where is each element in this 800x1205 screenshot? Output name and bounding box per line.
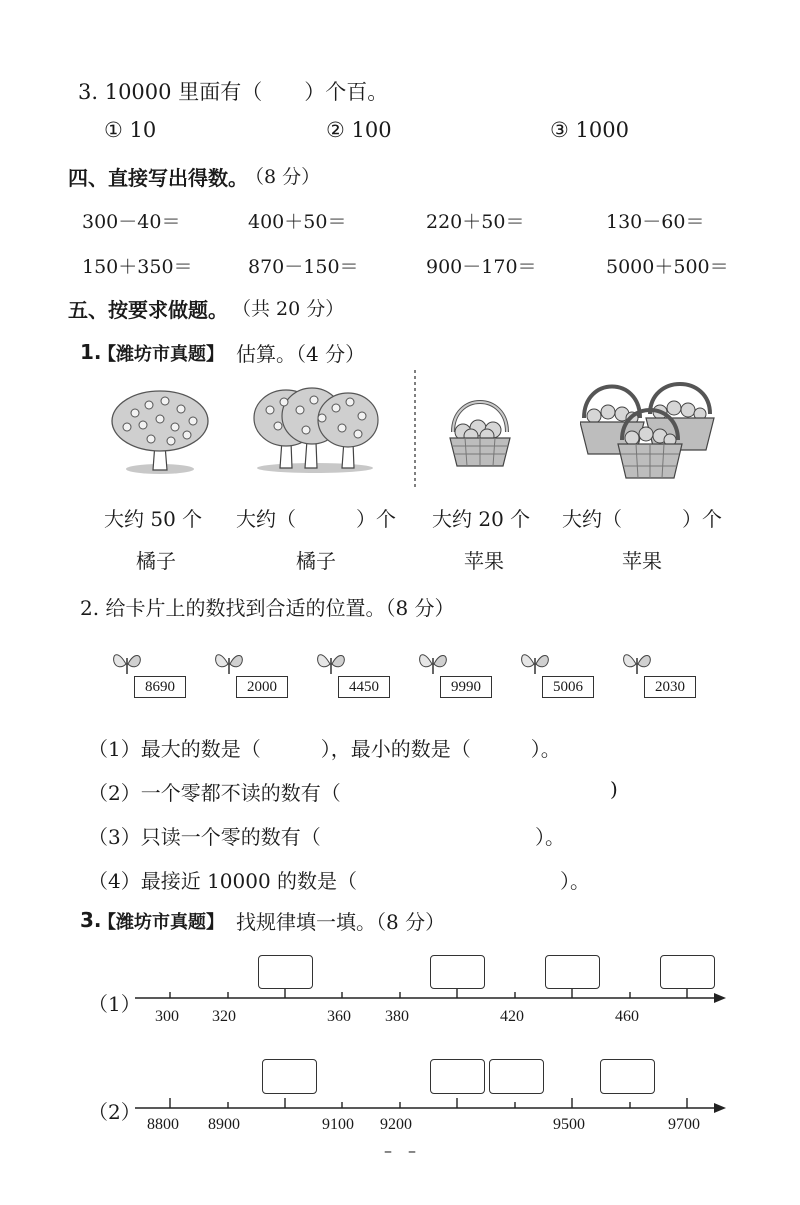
butterfly-icon: [620, 646, 654, 680]
number-card[interactable]: 8690: [134, 676, 186, 698]
butterfly-icon: [314, 646, 348, 680]
answer-box[interactable]: [430, 1059, 485, 1094]
q3-option-2[interactable]: ② 100: [326, 118, 392, 142]
butterfly-icon: [518, 646, 552, 680]
caption-1-line2: 橘子: [136, 549, 176, 573]
tick-label: 360: [327, 1008, 351, 1025]
p2-sub-4: （4）最接近 10000 的数是（: [88, 869, 358, 893]
divider-dashed: [413, 370, 417, 490]
caption-4-line1: 大约（ ）个: [562, 507, 722, 531]
page-footer: – –: [384, 1141, 417, 1160]
tick-label: 9200: [380, 1116, 412, 1133]
caption-2-line2: 橘子: [296, 549, 336, 573]
p2-sub-2: （2）一个零都不读的数有（: [88, 781, 341, 805]
p1-text: 估算。（4 分）: [236, 342, 366, 366]
q3-option-1[interactable]: ① 10: [104, 118, 157, 142]
number-card[interactable]: 4450: [338, 676, 390, 698]
p2-sub-1: （1）最大的数是（ ），最小的数是（ ）。: [88, 737, 561, 761]
calc-item: 150＋350＝: [82, 256, 193, 278]
caption-1-line1: 大约 50 个: [104, 507, 203, 531]
p2-text: 2. 给卡片上的数找到合适的位置。（8 分）: [80, 596, 455, 620]
tick-label: 8900: [208, 1116, 240, 1133]
section4-score: （8 分）: [245, 166, 321, 188]
number-card[interactable]: 2030: [644, 676, 696, 698]
p2-sub-3-close: ）。: [535, 825, 565, 849]
tick-label: 300: [155, 1008, 179, 1025]
caption-2-line1: 大约（ ）个: [236, 507, 396, 531]
butterfly-icon: [416, 646, 450, 680]
number-card[interactable]: 9990: [440, 676, 492, 698]
q3-option-3[interactable]: ③ 1000: [550, 118, 629, 142]
calc-item: 130－60＝: [606, 211, 705, 233]
orange-trees-illustration: [250, 380, 380, 475]
q3-text: 3. 10000 里面有（ ）个百。: [78, 80, 389, 104]
p3-text: 找规律填一填。（8 分）: [236, 910, 446, 934]
tick-label: 9500: [553, 1116, 585, 1133]
number-card[interactable]: 2000: [236, 676, 288, 698]
p3-tag: 【潍坊市真题】: [98, 912, 224, 933]
orange-tree-illustration: [105, 385, 215, 480]
p1-number: 1.: [80, 340, 102, 364]
tick-label: 8800: [147, 1116, 179, 1133]
apple-basket-illustration: [445, 392, 515, 470]
p1-tag: 【潍坊市真题】: [98, 344, 224, 365]
answer-box[interactable]: [262, 1059, 317, 1094]
caption-3-line2: 苹果: [464, 549, 504, 573]
butterfly-icon: [110, 646, 144, 680]
p2-sub-2-close: ): [610, 777, 618, 801]
answer-box[interactable]: [545, 955, 600, 989]
section5-title: 五、按要求做题。: [68, 298, 228, 322]
p3-number: 3.: [80, 908, 102, 932]
butterfly-icon: [212, 646, 246, 680]
p2-sub-3: （3）只读一个零的数有（: [88, 825, 321, 849]
answer-box[interactable]: [489, 1059, 544, 1094]
tick-label: 9700: [668, 1116, 700, 1133]
answer-box[interactable]: [430, 955, 485, 989]
section4-title: 四、直接写出得数。: [68, 166, 248, 190]
tick-label: 420: [500, 1008, 524, 1025]
apple-baskets-illustration: [580, 378, 715, 480]
answer-box[interactable]: [660, 955, 715, 989]
caption-4-line2: 苹果: [622, 549, 662, 573]
calc-item: 400＋50＝: [248, 211, 347, 233]
tick-label: 9100: [322, 1116, 354, 1133]
answer-box[interactable]: [600, 1059, 655, 1094]
section5-score: （共 20 分）: [232, 298, 345, 320]
tick-label: 320: [212, 1008, 236, 1025]
calc-item: 870－150＝: [248, 256, 359, 278]
p2-sub-4-close: ）。: [560, 869, 590, 893]
tick-label: 460: [615, 1008, 639, 1025]
answer-box[interactable]: [258, 955, 313, 989]
tick-label: 380: [385, 1008, 409, 1025]
line2-label: （2）: [88, 1100, 141, 1124]
caption-3-line1: 大约 20 个: [432, 507, 531, 531]
calc-item: 900－170＝: [426, 256, 537, 278]
calc-item: 300－40＝: [82, 211, 181, 233]
calc-item: 220＋50＝: [426, 211, 525, 233]
calc-item: 5000＋500＝: [606, 256, 729, 278]
line1-label: （1）: [88, 992, 141, 1016]
number-card[interactable]: 5006: [542, 676, 594, 698]
